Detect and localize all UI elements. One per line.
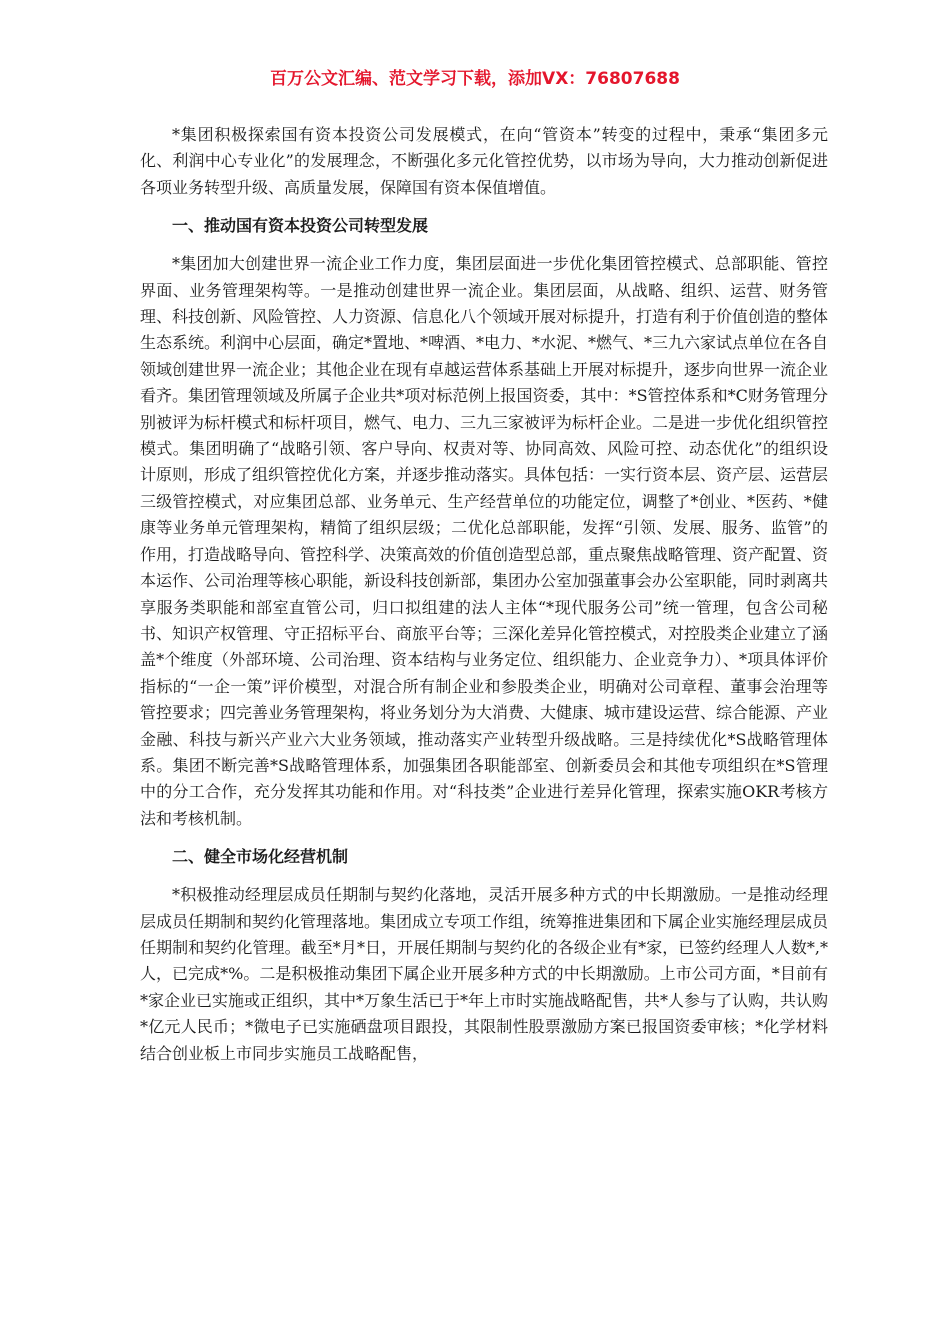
section-1-paragraph: *集团加大创建世界一流企业工作力度，集团层面进一步优化集团管控模式、总部职能、管控界面、业务管理架构等。一是推动创建世界一流企业。集团层面，从战略、组织、运营、财务管理、科技创新、风险管控、人力资源、信息化八个领域开展对标提升，打造有利于价值创造的整体生态系统。利润中心层面，确定*置地、*啤酒、*电力、*水泥、*燃气、*三九六家试点单位在各自领域创建世界一流企业；其他企业在现有卓越运营体系基础上开展对标提升，逐步向世界一流企业看齐。集团管理领域及所属子企业共*项对标范例上报国资委，其中：*S管控体系和*C财务管理分别被评为标杆模式和标杆项目，燃气、电力、三九三家被评为标杆企业。二是进一步优化组织管控模式。集团明确了“战略引领、客户导向、权责对等、协同高效、风险可控、动态优化”的组织设计原则，形成了组织管控优化方案，并逐步推动落实。具体包括：一实行资本层、资产层、运营层三级管控模式，对应集团总部、业务单元、生产经营单位的功能定位，调整了*创业、*医药、*健康等业务单元管理架构，精简了组织层级；二优化总部职能，发挥“引领、发展、服务、监管”的作用，打造战略导向、管控科学、决策高效的价值创造型总部，重点聚焦战略管理、资产配置、资本运作、公司治理等核心职能，新设科技创新部，集团办公室加强董事会办公室职能，同时剥离共享服务类职能和部室直管公司，归口拟组建的法人主体“*现代服务公司”统一管理，包含公司秘书、知识产权管理、守正招标平台、商旅平台等；三深化差异化管控模式，对控股类企业建立了涵盖*个维度（外部环境、公司治理、资本结构与业务定位、组织能力、企业竞争力）、*项具体评价指标的“一企一策”评价模型，对混合所有制企业和参股类企业，明确对公司章程、董事会治理等管控要求；四完善业务管理架构，将业务划分为大消费、大健康、城市建设运营、综合能源、产业金融、科技与新兴产业六大业务领域，推动落实产业转型升级战略。三是持续优化*S战略管理体系。集团不断完善*S战略管理体系，加强集团各职能部室、创新委员会和其他专项组织在*S管理中的分工合作，充分发挥其功能和作用。对“科技类”企业进行差异化管理，探索实施OKR考核方法和考核机制。: [140, 254, 829, 828]
document-body: [140, 122, 828, 1067]
section-heading-1: 一、推动国有资本投资公司转型发展: [172, 216, 429, 236]
header-banner: 百万公文汇编、范文学习下载，添加VX：76807688: [270, 69, 680, 89]
intro-paragraph: *集团积极探索国有资本投资公司发展模式，在向“管资本”转变的过程中，秉承“集团多元化、利润中心专业化”的发展理念，不断强化多元化管控优势，以市场为导向，大力推动创新促进各项业务转型升级、高质量发展，保障国有资本保值增值。: [140, 125, 828, 197]
section-2-paragraph: *积极推动经理层成员任期制与契约化落地，灵活开展多种方式的中长期激励。一是推动经理层成员任期制和契约化管理落地。集团成立专项工作组，统筹推进集团和下属企业实施经理层成员任期制和契约化管理。截至*月*日，开展任期制与契约化的各级企业有*家，已签约经理人人数*,*人，已完成*%。二是积极推动集团下属企业开展多种方式的中长期激励。上市公司方面，*目前有*家企业已实施或正组织，其中*万象生活已于*年上市时实施战略配售，共*人参与了认购，共认购*亿元人民币；*微电子已实施硒盘项目跟投，其限制性股票激励方案已报国资委审核；*化学材料结合创业板上市同步实施员工战略配售，: [140, 885, 829, 1063]
section-heading-2: 二、健全市场化经营机制: [172, 847, 349, 867]
